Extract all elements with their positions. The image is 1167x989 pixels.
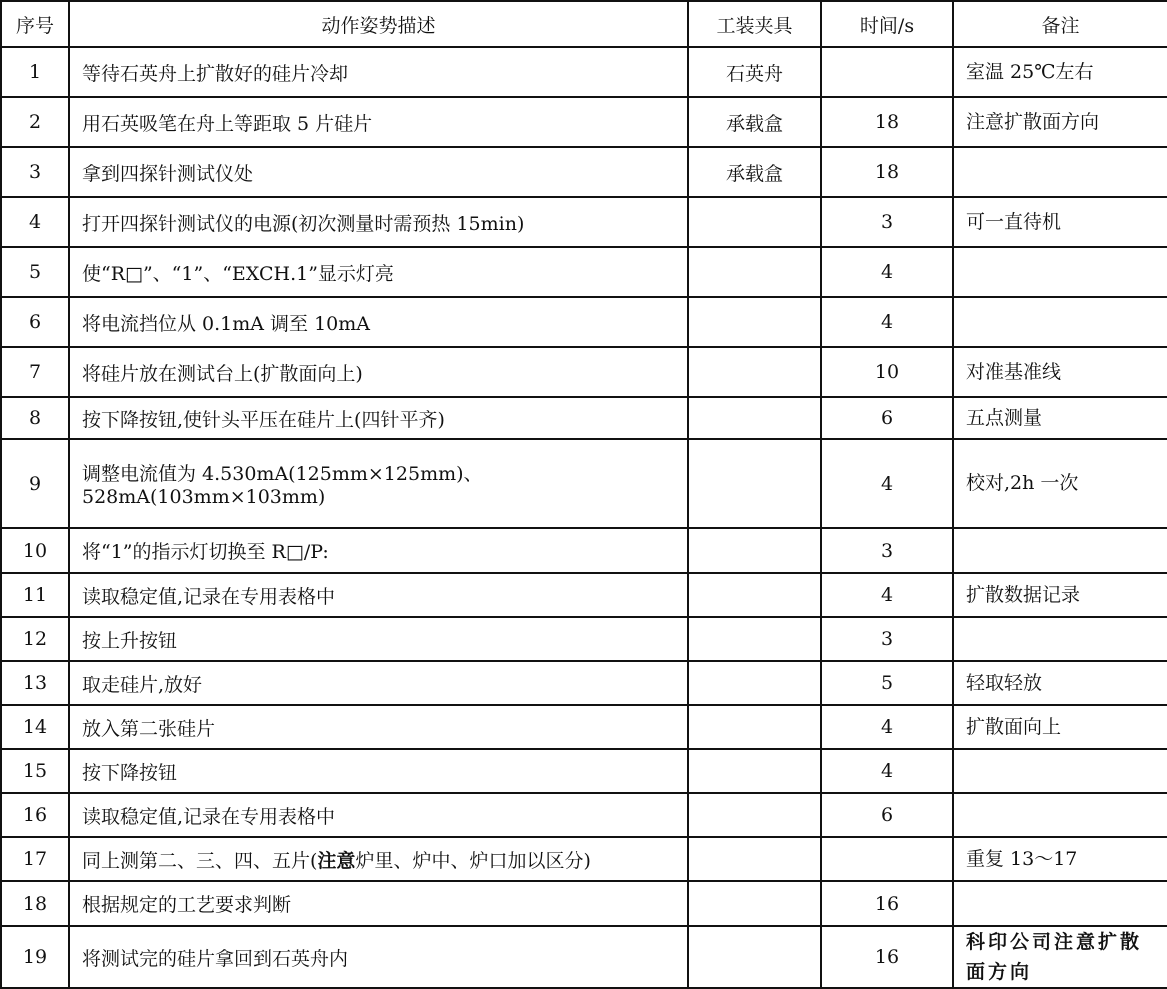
header-time: 时间/s [821, 1, 953, 47]
fixture [688, 347, 821, 397]
action-description: 将“1”的指示灯切换至 R□/P: [69, 528, 688, 573]
fixture: 承载盒 [688, 147, 821, 197]
row-number: 18 [1, 881, 69, 926]
action-description: 将测试完的硅片拿回到石英舟内 [69, 926, 688, 988]
fixture [688, 705, 821, 749]
time-seconds: 3 [821, 617, 953, 661]
fixture [688, 573, 821, 617]
remark [953, 147, 1167, 197]
remark [953, 247, 1167, 297]
remark [953, 528, 1167, 573]
header-no: 序号 [1, 1, 69, 47]
table-row [1, 439, 1167, 528]
time-seconds: 4 [821, 439, 953, 528]
fixture [688, 197, 821, 247]
remark [953, 881, 1167, 926]
fixture [688, 617, 821, 661]
row-number: 1 [1, 47, 69, 97]
remark: 注意扩散面方向 [953, 97, 1167, 147]
row-number: 3 [1, 147, 69, 197]
row-number: 11 [1, 573, 69, 617]
action-description: 使“R□”、“1”、“EXCH.1”显示灯亮 [69, 247, 688, 297]
fixture [688, 661, 821, 705]
action-description: 用石英吸笔在舟上等距取 5 片硅片 [69, 97, 688, 147]
time-seconds: 16 [821, 881, 953, 926]
row-number: 7 [1, 347, 69, 397]
table-row [1, 147, 1167, 197]
row-number: 5 [1, 247, 69, 297]
time-seconds: 18 [821, 97, 953, 147]
row-number: 19 [1, 926, 69, 988]
table-row [1, 247, 1167, 297]
table-row [1, 573, 1167, 617]
action-description: 放入第二张硅片 [69, 705, 688, 749]
row-number: 17 [1, 837, 69, 881]
remark: 五点测量 [953, 397, 1167, 439]
action-description: 读取稳定值,记录在专用表格中 [69, 573, 688, 617]
fixture [688, 926, 821, 988]
time-seconds: 4 [821, 297, 953, 347]
remark [953, 297, 1167, 347]
fixture: 承载盒 [688, 97, 821, 147]
table-row [1, 297, 1167, 347]
row-number: 4 [1, 197, 69, 247]
time-seconds: 6 [821, 397, 953, 439]
table-row [1, 528, 1167, 573]
action-description: 打开四探针测试仪的电源(初次测量时需预热 15min) [69, 197, 688, 247]
header-row [1, 1, 1167, 47]
time-seconds: 18 [821, 147, 953, 197]
fixture [688, 881, 821, 926]
table-row [1, 881, 1167, 926]
action-description: 取走硅片,放好 [69, 661, 688, 705]
action-description: 读取稳定值,记录在专用表格中 [69, 793, 688, 837]
description-part: 注意 [317, 849, 356, 872]
remark [953, 793, 1167, 837]
action-description: 按上升按钮 [69, 617, 688, 661]
remark: 重复 13～17 [953, 837, 1167, 881]
row-number: 10 [1, 528, 69, 573]
fixture [688, 793, 821, 837]
table-row [1, 97, 1167, 147]
action-description [69, 837, 688, 881]
fixture [688, 439, 821, 528]
action-description: 等待石英舟上扩散好的硅片冷却 [69, 47, 688, 97]
time-seconds: 5 [821, 661, 953, 705]
action-description: 拿到四探针测试仪处 [69, 147, 688, 197]
row-number: 15 [1, 749, 69, 793]
row-number: 2 [1, 97, 69, 147]
table-row [1, 617, 1167, 661]
table-row [1, 197, 1167, 247]
table-row [1, 837, 1167, 881]
header-desc: 动作姿势描述 [69, 1, 688, 47]
table-row [1, 793, 1167, 837]
action-description: 根据规定的工艺要求判断 [69, 881, 688, 926]
header-note: 备注 [953, 1, 1167, 47]
time-seconds: 4 [821, 705, 953, 749]
row-number: 9 [1, 439, 69, 528]
description-part: 炉里、炉中、炉口加以区分) [355, 849, 591, 872]
table-row [1, 749, 1167, 793]
fixture [688, 528, 821, 573]
action-description: 将电流挡位从 0.1mA 调至 10mA [69, 297, 688, 347]
remark: 室温 25℃左右 [953, 47, 1167, 97]
time-seconds: 4 [821, 247, 953, 297]
time-seconds: 4 [821, 749, 953, 793]
action-description: 按下降按钮,使针头平压在硅片上(四针平齐) [69, 397, 688, 439]
time-seconds: 6 [821, 793, 953, 837]
time-seconds: 4 [821, 573, 953, 617]
time-seconds: 3 [821, 528, 953, 573]
remark [953, 617, 1167, 661]
row-number: 8 [1, 397, 69, 439]
time-seconds: 10 [821, 347, 953, 397]
remark [953, 749, 1167, 793]
table-row [1, 661, 1167, 705]
fixture: 石英舟 [688, 47, 821, 97]
fixture [688, 397, 821, 439]
row-number: 14 [1, 705, 69, 749]
remark: 科印公司注意扩散面方向 [953, 926, 1167, 988]
time-seconds: 16 [821, 926, 953, 988]
table-row [1, 926, 1167, 988]
fixture [688, 297, 821, 347]
row-number: 16 [1, 793, 69, 837]
action-description: 按下降按钮 [69, 749, 688, 793]
description-part: 同上测第二、三、四、五片( [82, 849, 318, 872]
time-seconds: 3 [821, 197, 953, 247]
row-number: 6 [1, 297, 69, 347]
remark: 校对,2h 一次 [953, 439, 1167, 528]
fixture [688, 247, 821, 297]
remark: 扩散面向上 [953, 705, 1167, 749]
fixture [688, 749, 821, 793]
row-number: 12 [1, 617, 69, 661]
remark: 可一直待机 [953, 197, 1167, 247]
header-tool: 工装夹具 [688, 1, 821, 47]
remark: 轻取轻放 [953, 661, 1167, 705]
action-description: 调整电流值为 4.530mA(125mm×125mm)、528mA(103mm×103mm) [69, 439, 688, 528]
action-description: 将硅片放在测试台上(扩散面向上) [69, 347, 688, 397]
time-seconds [821, 837, 953, 881]
remark: 扩散数据记录 [953, 573, 1167, 617]
fixture [688, 837, 821, 881]
table-row [1, 47, 1167, 97]
table-row [1, 347, 1167, 397]
table-row [1, 397, 1167, 439]
table-row [1, 705, 1167, 749]
time-seconds [821, 47, 953, 97]
remark: 对准基准线 [953, 347, 1167, 397]
row-number: 13 [1, 661, 69, 705]
